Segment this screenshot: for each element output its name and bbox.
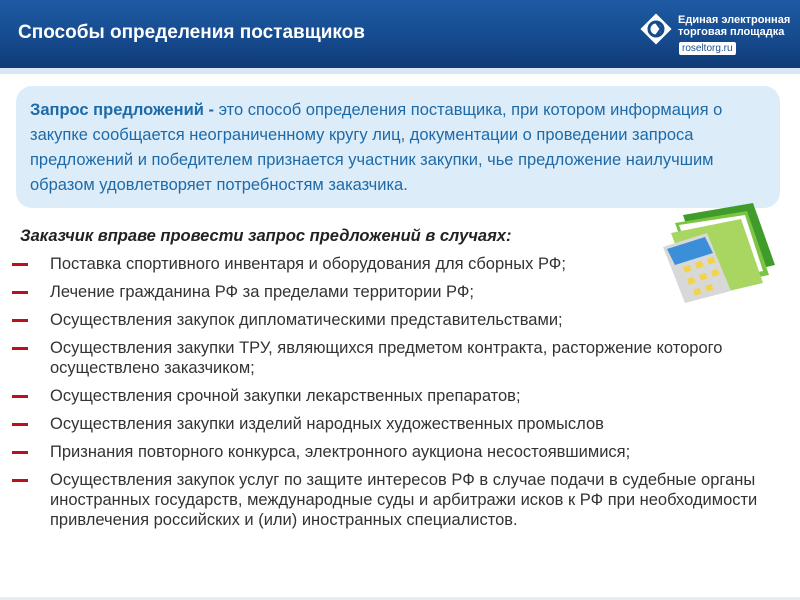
list-item — [10, 338, 780, 378]
cases-list — [10, 254, 780, 538]
dash-bullet-icon — [12, 479, 28, 482]
list-item — [10, 470, 780, 530]
slide-header — [0, 0, 800, 68]
dash-bullet-icon — [12, 347, 28, 350]
logo-text: Единая электронная торговая площадка — [678, 14, 791, 38]
list-item-text: Осуществления закупки изделий народных художественных промыслов — [50, 415, 604, 433]
list-item — [10, 386, 780, 406]
definition-box — [16, 86, 780, 208]
list-item-text: Осуществления срочной закупки лекарственных препаратов; — [50, 387, 521, 405]
dash-bullet-icon — [12, 291, 28, 294]
list-item-text: Осуществления закупки ТРУ, являющихся предметом контракта, расторжение которого осуществлено заказчиком; — [50, 339, 723, 377]
dash-bullet-icon — [12, 423, 28, 426]
list-item — [10, 282, 780, 302]
list-item-text: Поставка спортивного инвентаря и оборудования для сборных РФ; — [50, 255, 566, 273]
header-shadow — [0, 68, 800, 74]
list-item — [10, 414, 780, 434]
page-title: Способы определения поставщиков — [18, 22, 365, 43]
definition-paragraph — [30, 98, 766, 198]
list-item — [10, 254, 780, 274]
definition-term: Запрос предложений - — [30, 101, 214, 119]
list-item-text: Лечение гражданина РФ за пределами территории РФ; — [50, 283, 474, 301]
definition-text: это способ определения поставщика, при котором информация о закупке сообщается неограниченному кругу лиц, документации о проведении запроса предложений и победителем признается участник закупки, чье предложение наилучшим образом удовлетворяет потребностям заказчика. — [30, 101, 723, 194]
cases-intro: Заказчик вправе провести запрос предложений в случаях: — [20, 227, 512, 245]
list-item — [10, 310, 780, 330]
list-item-text: Осуществления закупок услуг по защите интересов РФ в случае подачи в судебные органы иностранных государств, международные суды и арбитражи исков к РФ при необходимости привлечения российских и (или) иностранных специалистов. — [50, 471, 758, 529]
list-item-text: Признания повторного конкурса, электронного аукциона несостоявшимися; — [50, 443, 631, 461]
list-item-text: Осуществления закупок дипломатическими представительствами; — [50, 311, 563, 329]
roseltorg-logo-icon — [640, 13, 672, 45]
logo-url: roseltorg.ru — [679, 42, 736, 55]
dash-bullet-icon — [12, 319, 28, 322]
dash-bullet-icon — [12, 263, 28, 266]
list-item — [10, 442, 780, 462]
dash-bullet-icon — [12, 395, 28, 398]
dash-bullet-icon — [12, 451, 28, 454]
